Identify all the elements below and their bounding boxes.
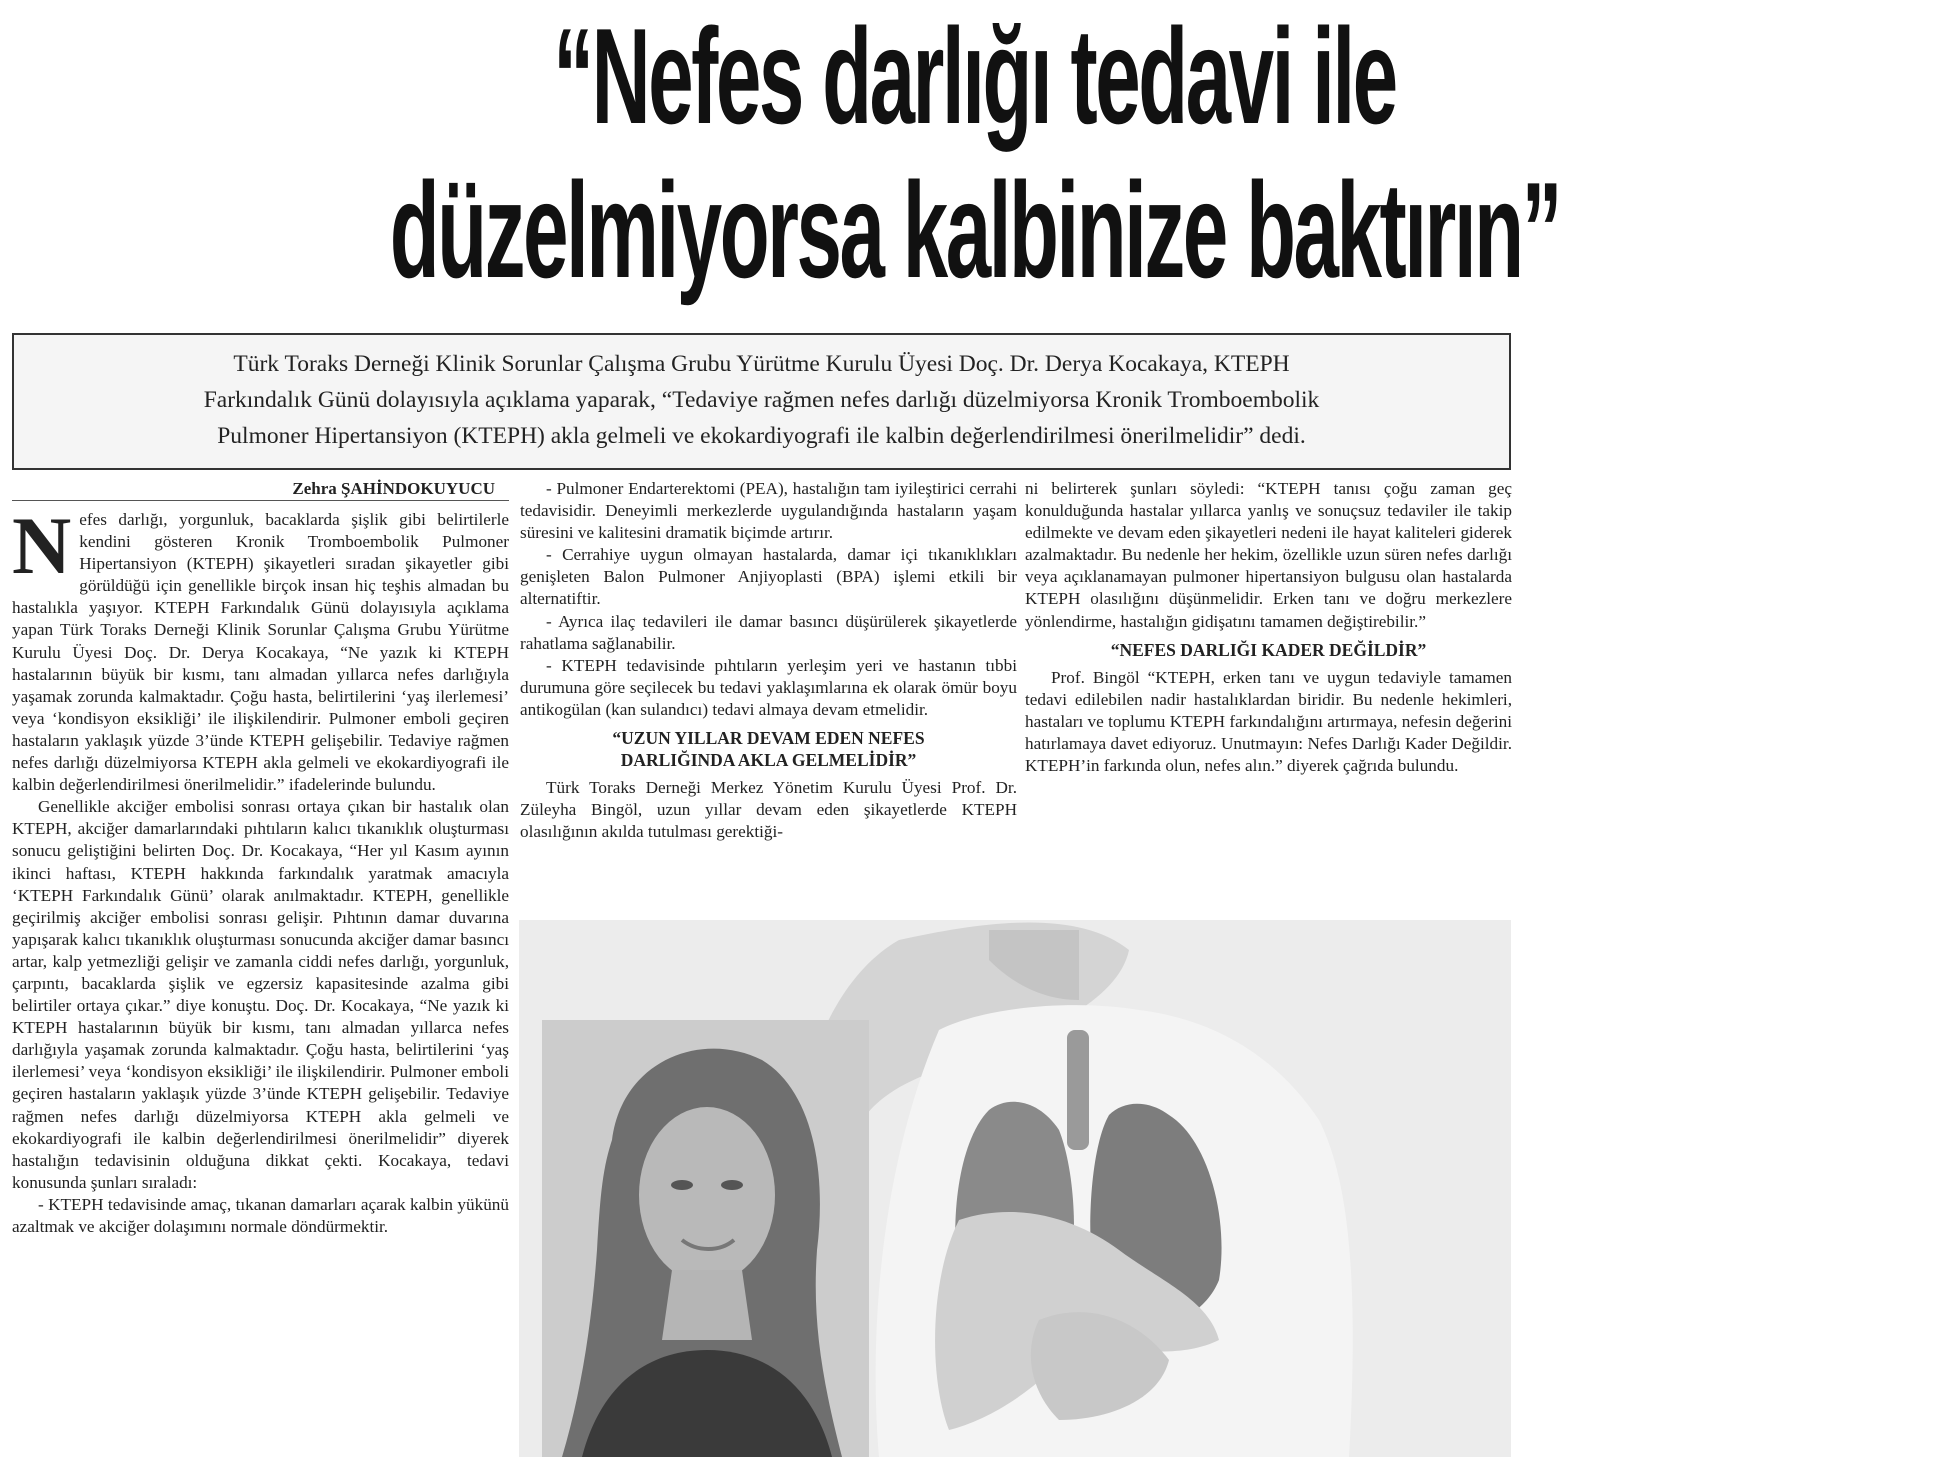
byline: Zehra ŞAHİNDOKUYUCU <box>12 478 509 501</box>
summary-line-1: Türk Toraks Derneği Klinik Sorunlar Çalışma Grubu Yürütme Kurulu Üyesi Doç. Dr. Derya Kocakaya, KTEPH <box>233 351 1290 377</box>
subheading-uzun-yillar <box>520 727 1017 771</box>
paragraph: - Pulmoner Endarterektomi (PEA), hastalığın tam iyileştirici cerrahi tedavisidir. Deneyimli merkezlerde uygulandığında hastaların yaşam süresini ve kalitesini dramatik biçimde artırır. <box>520 479 1017 543</box>
summary-line-3: Pulmoner Hipertansiyon (KTEPH) akla gelmeli ve ekokardiyografi ile kalbin değerlendirilmesi önerilmelidir” dedi. <box>217 423 1306 449</box>
paragraph: - KTEPH tedavisinde pıhtıların yerleşim yeri ve hastanın tıbbi durumuna göre seçilecek bu tedavi yaklaşımlarına ek olarak ömür boyu antikogülan (kan sulandıcı) tedavi almaya devam etmelidir. <box>520 655 1017 719</box>
article-column-3 <box>1025 478 1512 777</box>
headline-line-1: “Nefes darlığı tedavi ile <box>553 0 1396 152</box>
paragraph: Genellikle akciğer embolisi sonrası ortaya çıkan bir hastalık olan KTEPH, akciğer damarlarındaki pıhtıların kalıcı tıkanıklık oluşturması sonucu geliştiğini belirten Doç. Dr. Kocakaya, “Her yıl Kasım ayının ikinci haftası, KTEPH hakkında farkındalık yaratmak amacıyla ‘KTEPH Farkındalık Günü’ olarak anılmaktadır. KTEPH, genellikle geçirilmiş akciğer embolisi sonrası gelişir. Pıhtının damar duvarına yapışarak kalıcı tıkanıklık oluşturması sonucunda akciğer damar basıncı artar, kalp yetmezliği gelişir ve zamanla ciddi nefes darlığı, yorgunluk, çarpıntı, bacaklarda şişlik ve egzersiz kapasitesinde azalma gibi belirtiler ortaya çıkar.” diye konuştu. Doç. Dr. Kocakaya, “Ne yazık ki KTEPH hastalarının büyük bir kısmı, tanı almadan yıllarca nefes darlığıyla yaşamak zorunda kalmaktadır. Çoğu hasta, belirtilerini ‘yaş ilerlemesi’ veya ‘kondisyon eksikliği’ ile ilişkilendirir. Pulmoner emboli geçiren hastaların yaklaşık yüzde 3’ünde KTEPH gelişebilir. Tedaviye rağmen nefes darlığı düzelmiyorsa KTEPH akla gelmeli ve ekokardiyografi ile kalbin değerlendirilmesi önerilmelidir” diyerek hastalığın tedavisinin olduğuna dikkat çekti. Kocakaya, tedavi konusunda şunları sıraladı: <box>12 797 509 1192</box>
lead-paragraph <box>12 500 509 796</box>
headline-line-2: düzelmiyorsa kalbinize baktırın” <box>389 154 1561 306</box>
subheading-line-2: DARLIĞINDA AKLA GELMELİDİR” <box>620 750 917 771</box>
paragraph: - Cerrahiye uygun olmayan hastalarda, damar içi tıkanıklıkları genişleten Balon Pulmoner Anjiyoplasti (BPA) işlemi etkili bir alternatiftir. <box>520 545 1017 609</box>
subheading-kader: “NEFES DARLIĞI KADER DEĞİLDİR” <box>1110 639 1427 660</box>
article-column-2 <box>520 478 1017 843</box>
subheading-line-1: “UZUN YILLAR DEVAM EDEN NEFES <box>612 728 925 749</box>
drop-cap: N <box>12 500 72 591</box>
article-column-1 <box>12 478 509 1238</box>
lead-paragraph-text: efes darlığı, yorgunluk, bacaklarda şişlik gibi belirtilerle kendini gösteren Kronik Tromboembolik Pulmoner Hipertansiyon (KTEPH) şikayetleri sıradan şikayetler gibi görüldüğü için genellikle birçok insan hiç teşhis almadan bu hastalıkla yaşıyor. KTEPH Farkındalık Günü dolayısıyla açıklama yapan Türk Toraks Derneği Klinik Sorunlar Çalışma Grubu Yürütme Kurulu Üyesi Doç. Dr. Derya Kocakaya, “Ne yazık ki KTEPH hastalarının büyük bir kısmı, tanı almadan yıllarca nefes darlığıyla yaşamak zorunda kalmaktadır. Çoğu hasta, belirtilerini ‘yaş ilerlemesi’ veya ‘kondisyon eksikliği’ ile ilişkilendirir. Pulmoner emboli geçiren hastaların yaklaşık yüzde 3’ünde KTEPH gelişebilir. Tedaviye rağmen nefes darlığı düzelmiyorsa KTEPH akla gelmeli ve ekokardiyografi ile kalbin değerlendirilmesi önerilmelidir.” ifadelerinde bulundu. <box>12 510 509 795</box>
paragraph: - Ayrıca ilaç tedavileri ile damar basıncı düşürülerek şikayetlerde rahatlama sağlanabilir. <box>520 611 1017 653</box>
paragraph: ni belirterek şunları söyledi: “KTEPH tanısı çoğu zaman geç konulduğunda hastalar yıllarca yanlış ve sonuçsuz tedaviler ile takip edilmekte ve devam eden şikayetleri nedeni ile hayat kaliteleri giderek azalmaktadır. Bu nedenle her hekim, özellikle uzun süren nefes darlığı veya açıklanamayan pulmoner hipertansiyon bulgusu olan hastalarda KTEPH olasılığını düşünmelidir. Erken tanı ve doğru merkezlere yönlendirme, hastalığın gidişatını tamamen değiştirebilir.” <box>1025 479 1512 631</box>
paragraph: Türk Toraks Derneği Merkez Yönetim Kurulu Üyesi Prof. Dr. Züleyha Bingöl, uzun yıllar devam eden şikayetlerde KTEPH olasılığının akılda tutulması gerektiği- <box>520 778 1017 842</box>
summary-line-2: Farkındalık Günü dolayısıyla açıklama yaparak, “Tedaviye rağmen nefes darlığı düzelmiyorsa Kronik Tromboembolik <box>203 387 1320 413</box>
summary-box <box>12 333 1511 470</box>
portrait-photo <box>542 1020 869 1457</box>
paragraph: - KTEPH tedavisinde amaç, tıkanan damarları açarak kalbin yükünü azaltmak ve akciğer dolaşımını normale döndürmektir. <box>12 1194 509 1236</box>
paragraph: Prof. Bingöl “KTEPH, erken tanı ve uygun tedaviyle tamamen tedavi edilebilen nadir hastalıklardan biridir. Bu nedenle hekimleri, hastaları ve toplumu KTEPH farkındalığını artırmaya, nefesin değerini hatırlamaya davet ediyoruz. Unutmayın: Nefes Darlığı Kader Değildir. KTEPH’in farkında olun, nefes alın.” diyerek çağrıda bulundu. <box>1025 667 1512 776</box>
